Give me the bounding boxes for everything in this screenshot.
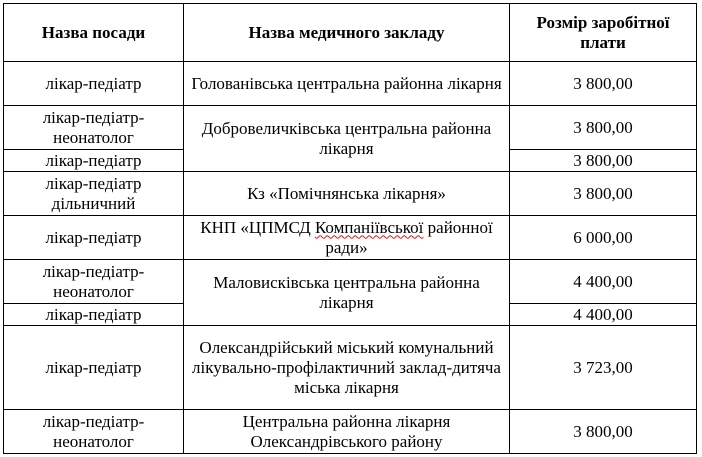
table-row — [4, 172, 697, 216]
institution-cell: Голованівська центральна районна лікарня — [184, 62, 510, 106]
table-row — [4, 326, 697, 410]
salary-cell: 3 723,00 — [510, 326, 697, 410]
institution-cell: Центральна районна лікарня Олександрівського району — [184, 410, 510, 454]
salary-cell: 3 800,00 — [510, 106, 697, 150]
position-cell: лікар-педіатр — [4, 326, 184, 410]
position-cell: лікар-педіатр — [4, 150, 184, 172]
salary-cell: 6 000,00 — [510, 216, 697, 260]
position-cell: лікар-педіатр-неонатолог — [4, 260, 184, 304]
salary-cell: 4 400,00 — [510, 260, 697, 304]
table-header-row — [4, 4, 697, 62]
header-salary: Розмір заробітної плати — [510, 4, 697, 62]
institution-cell — [184, 216, 510, 260]
header-institution: Назва медичного закладу — [184, 4, 510, 62]
header-position: Назва посади — [4, 4, 184, 62]
institution-cell: Кз «Помічнянська лікарня» — [184, 172, 510, 216]
position-cell: лікар-педіатр дільничний — [4, 172, 184, 216]
institution-prefix: КНП «ЦПМСД — [200, 217, 315, 237]
position-cell: лікар-педіатр — [4, 62, 184, 106]
salary-cell: 3 800,00 — [510, 62, 697, 106]
institution-cell: Добровеличківська центральна районна лікарня — [184, 106, 510, 172]
institution-cell: Маловисківська центральна районна лікарня — [184, 260, 510, 326]
position-cell: лікар-педіатр-неонатолог — [4, 106, 184, 150]
vacancy-table — [3, 3, 697, 454]
salary-cell: 3 800,00 — [510, 410, 697, 454]
salary-cell: 3 800,00 — [510, 150, 697, 172]
salary-cell: 4 400,00 — [510, 304, 697, 326]
table-row — [4, 410, 697, 454]
salary-cell: 3 800,00 — [510, 172, 697, 216]
table-row — [4, 62, 697, 106]
position-cell: лікар-педіатр — [4, 216, 184, 260]
institution-underlined-word: Компаніївської — [314, 217, 424, 237]
table-row — [4, 106, 697, 150]
position-cell: лікар-педіатр-неонатолог — [4, 410, 184, 454]
table-row — [4, 216, 697, 260]
institution-cell: Олександрійський міський комунальний лікувально-профілактичний заклад-дитяча міська лікарня — [184, 326, 510, 410]
institution-suffix: районної ради» — [325, 217, 493, 257]
table-row — [4, 260, 697, 304]
position-cell: лікар-педіатр — [4, 304, 184, 326]
